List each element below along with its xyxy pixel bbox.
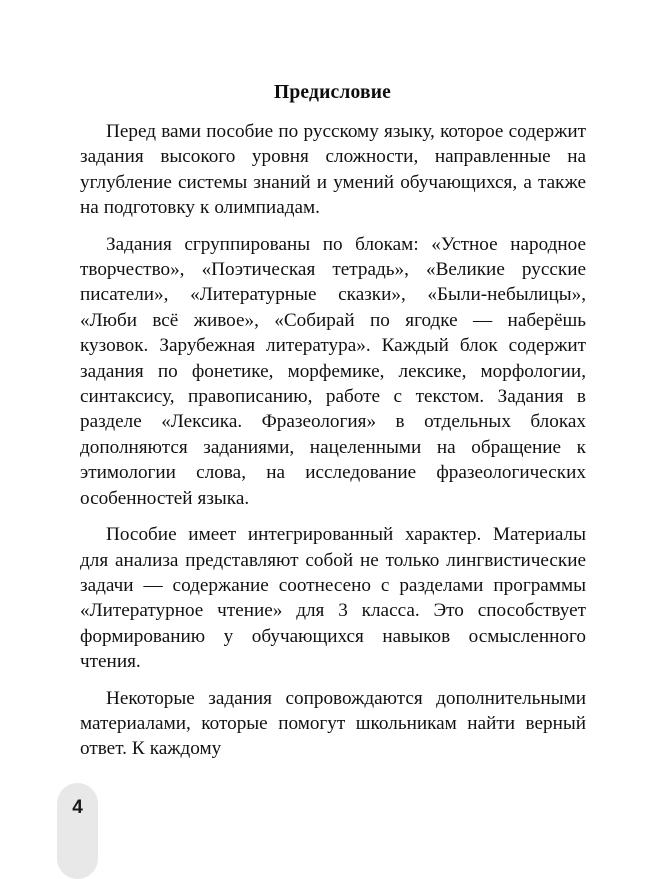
paragraph: Некоторые задания сопровождаются дополнительными материалами, которые помогут школьникам найти верный ответ. К каждому <box>80 687 586 760</box>
paragraph: Пособие имеет интегрированный характер. Материалы для анализа представляют собой не только лингвистические задачи — содержание соотнесено с разделами программы «Литературное чтение» для 3 класса. Это способствует формированию у обучающихся навыков осмысленного чтения. <box>80 524 586 673</box>
page-title: Предисловие <box>274 82 391 104</box>
body-text-block <box>80 119 586 762</box>
paragraph: Задания сгруппированы по блокам: «Устное народное творчество», «Поэтическая тетрадь», «Великие русские писатели», «Литературные сказки», «Были-небылицы», «Люби всё живое», «Собирай по ягодке — наберёшь кузовок. Зарубежная литература». Каждый блок содержит задания по фонетике, морфемике, лексике, морфологии, синтаксису, правописанию, работе с текстом. Задания в разделе «Лексика. Фразеология» в отдельных блоках дополняются заданиями, нацеленными на обращение к этимологии слова, на исследование фразеологических особенностей языка. <box>80 233 586 509</box>
page-number: 4 <box>72 797 83 818</box>
paragraph: Перед вами пособие по русскому языку, которое содержит задания высокого уровня сложности, направленные на углубление системы знаний и умений обучающихся, а также на подготовку к олимпиадам. <box>80 121 586 219</box>
